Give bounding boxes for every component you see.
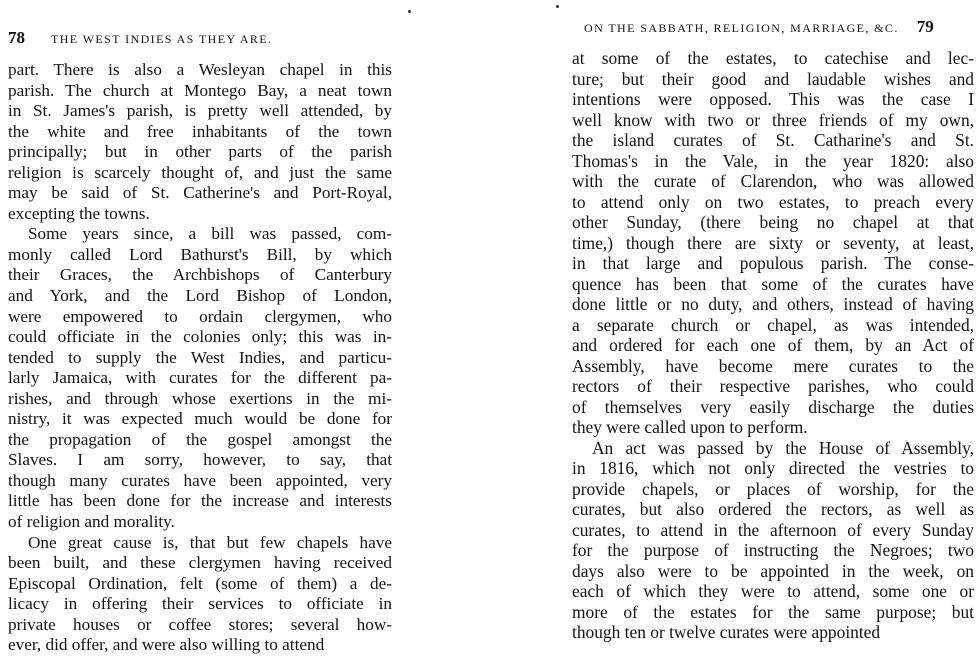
text-line: One great cause is, that but few chapels have [28,532,392,552]
text-line: though ten or twelve curates were appointed [572,622,881,642]
right-page-body [572,48,974,643]
text-line: days also were to be appointed in the week, on [572,560,974,581]
text-line: at some of the estates, to catechise and lec- [572,48,974,68]
text-line: been built, and these clergymen having received [8,553,392,573]
text-line: provide chapels, or places of worship, for the [572,478,974,499]
text-line: well know with two or three friends of my own, [572,109,974,130]
text-line: monly called Lord Bathurst's Bill, by which [8,244,392,264]
text-line: with the curate of Clarendon, who was allowed [572,171,974,191]
text-line: a separate church or chapel, as was intended, [572,314,974,335]
running-title: THE WEST INDIES AS THEY ARE. [51,32,273,46]
text-line: ever, did offer, and were also willing to attend [8,635,325,655]
text-line: to attend only on two estates, to preach every [572,191,974,212]
right-page [562,0,980,658]
text-line: parish. The church at Montego Bay, a neat town [8,80,392,100]
text-line: of religion and morality. [8,512,175,532]
text-line: Episcopal Ordination, felt (some of them) a de- [8,573,392,593]
text-line: though many curates have been appointed, very [8,470,392,490]
text-line: private houses or coffee stores; several how- [8,614,392,634]
text-line: quence has been that some of the curates have [572,273,974,294]
text-line: for the purpose of instructing the Negroes; two [572,540,974,560]
text-line: rishes, and through whose exertions in the mi- [8,388,392,408]
text-line: Thomas's in the Vale, in the year 1820: also [572,150,974,171]
text-line: they were called upon to perform. [572,417,808,437]
left-page-header [8,28,272,48]
text-line: in that large and populous parish. The conse- [572,253,974,273]
text-line: the propagation of the gospel amongst the [8,429,392,449]
running-title: ON THE SABBATH, RELIGION, MARRIAGE, &C. [584,21,899,35]
text-line: the white and free inhabitants of the town [8,121,392,141]
text-line: little has been done for the increase and interests [8,491,392,511]
text-line: each of which they were to attend, some one or [572,581,974,601]
text-line: excepting the towns. [8,203,150,223]
text-line: done little or no duty, and others, instead of having [572,294,974,314]
text-line: intentions were opposed. This was the case I [572,89,974,109]
text-line: time,) though there are sixty or seventy, at least, [572,232,974,253]
text-line: religion is scarcely thought of, and just the same [8,162,392,182]
left-page [0,0,410,658]
text-line: and ordered for each one of them, by an Act of [572,335,974,355]
text-line: and York, and the Lord Bishop of London, [8,286,392,306]
left-page-body [8,60,392,656]
text-line: in 1816, which not only directed the vestries to [572,458,974,478]
text-line: other Sunday, (there being no chapel at that [572,212,974,232]
text-line: of themselves very easily discharge the duties [572,396,974,417]
text-line: could officiate in the colonies only; this was in- [8,327,392,347]
text-line: the island curates of St. Catharine's and St. [572,130,974,150]
text-line: principally; but in other parts of the parish [8,142,392,162]
page-number: 79 [916,17,934,36]
text-line: rectors of their respective parishes, who could [572,376,974,396]
text-line: their Graces, the Archbishops of Canterbury [8,265,392,285]
text-line: nistry, it was expected much would be done for [8,409,392,429]
text-line: may be said of St. Catherine's and Port-Royal, [8,183,392,203]
text-line: larly Jamaica, with curates for the different pa- [8,368,392,388]
text-line: Some years since, a bill was passed, com- [28,224,392,244]
text-line: curates, to attend in the afternoon of every Sunday [572,519,974,540]
text-line: licacy in offering their services to officiate in [8,594,392,614]
text-line: more of the estates for the same purpose; but [572,601,974,622]
text-line: in St. James's parish, is pretty well attended, by [8,101,392,121]
gutter-dot-right [556,5,559,8]
text-line: part. There is also a Wesleyan chapel in this [8,60,392,79]
text-line: were empowered to ordain clergymen, who [8,306,392,326]
text-line: An act was passed by the House of Assembly, [592,437,974,458]
right-page-header [584,17,934,37]
page-number: 78 [8,28,25,47]
text-line: curates, but also ordered the rectors, as well as [572,499,974,519]
text-line: ture; but their good and laudable wishes and [572,68,974,89]
text-line: tended to supply the West Indies, and particu- [8,347,392,367]
text-line: Assembly, have become mere curates to the [572,355,974,376]
text-line: Slaves. I am sorry, however, to say, that [8,450,392,470]
